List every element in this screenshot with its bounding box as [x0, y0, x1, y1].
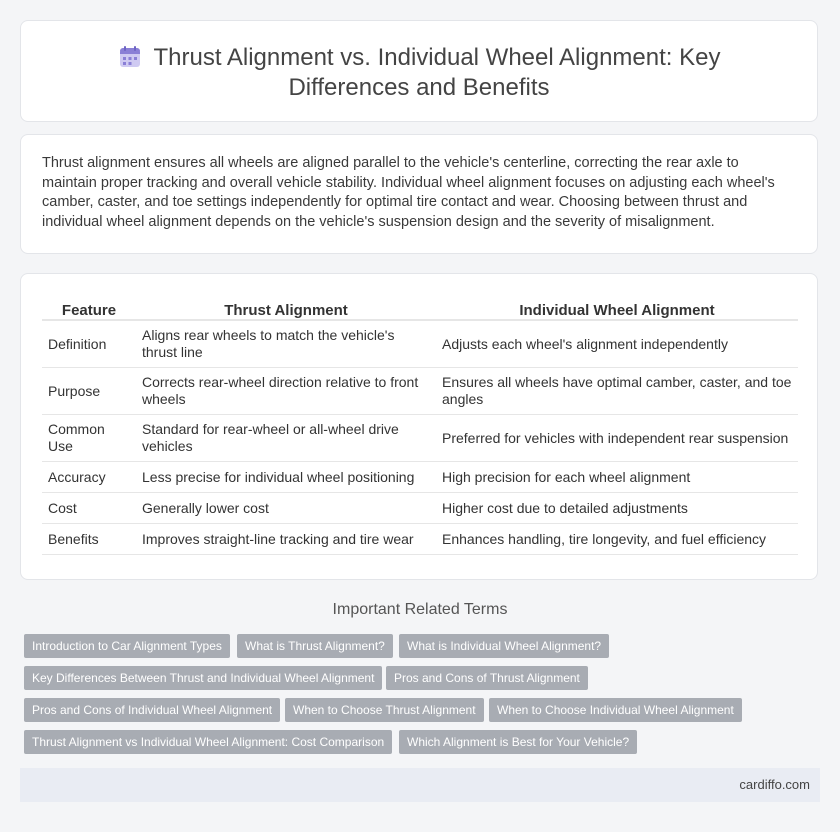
table-cell: Cost	[42, 493, 136, 524]
related-tag-link[interactable]: Pros and Cons of Individual Wheel Alignment	[24, 698, 280, 722]
table-cell: High precision for each wheel alignment	[436, 462, 798, 493]
table-cell: Less precise for individual wheel positioning	[136, 462, 436, 493]
related-tag-link[interactable]: Pros and Cons of Thrust Alignment	[386, 666, 588, 690]
related-tag-link[interactable]: When to Choose Thrust Alignment	[285, 698, 484, 722]
table-header-row	[42, 294, 798, 321]
table-cell: Accuracy	[42, 462, 136, 493]
table-row	[42, 321, 798, 368]
table-row	[42, 368, 798, 415]
intro-card	[20, 134, 818, 254]
table-cell: Common Use	[42, 415, 136, 462]
intro-paragraph: Thrust alignment ensures all wheels are aligned parallel to the vehicle's centerline, correcting the rear axle to maintain proper tracking and overall vehicle stability. Individual wheel alignment focuses on adjusting each wheel's camber, caster, and toe settings independently for optimal tire contact and wear. Choosing between thrust and individual wheel alignment depends on the vehicle's suspension design and the severity of misalignment.	[42, 155, 775, 230]
related-tag-link[interactable]: Key Differences Between Thrust and Individual Wheel Alignment	[24, 666, 382, 690]
related-terms-heading: Important Related Terms	[332, 601, 508, 618]
table-cell: Improves straight-line tracking and tire wear	[136, 524, 436, 555]
table-cell: Standard for rear-wheel or all-wheel drive vehicles	[136, 415, 436, 462]
table-row	[42, 462, 798, 493]
related-tag-link[interactable]: Thrust Alignment vs Individual Wheel Alignment: Cost Comparison	[24, 730, 392, 754]
table-row	[42, 524, 798, 555]
related-tag-link[interactable]: What is Individual Wheel Alignment?	[399, 634, 609, 658]
related-tag-link[interactable]: Introduction to Car Alignment Types	[24, 634, 230, 658]
page-title: Thrust Alignment vs. Individual Wheel Alignment: Key Differences and Benefits	[153, 44, 721, 101]
related-tag-link[interactable]: When to Choose Individual Wheel Alignment	[489, 698, 742, 722]
calendar-icon	[118, 45, 142, 69]
table-cell: Generally lower cost	[136, 493, 436, 524]
related-tag-link[interactable]: What is Thrust Alignment?	[237, 634, 393, 658]
table-cell: Definition	[42, 321, 136, 368]
table-row	[42, 415, 798, 462]
table-cell: Corrects rear-wheel direction relative to front wheels	[136, 368, 436, 415]
table-cell: Ensures all wheels have optimal camber, caster, and toe angles	[436, 368, 798, 415]
table-cell: Adjusts each wheel's alignment independently	[436, 321, 798, 368]
footer-site-link[interactable]: cardiffo.com	[739, 777, 810, 792]
column-header-thrust: Thrust Alignment	[136, 294, 436, 321]
footer-bar	[20, 768, 820, 802]
comparison-table	[42, 294, 798, 555]
table-cell: Purpose	[42, 368, 136, 415]
table-row	[42, 493, 798, 524]
column-header-individual: Individual Wheel Alignment	[436, 294, 798, 321]
related-tag-link[interactable]: Which Alignment is Best for Your Vehicle?	[399, 730, 637, 754]
table-cell: Aligns rear wheels to match the vehicle's thrust line	[136, 321, 436, 368]
header-card	[20, 20, 818, 122]
column-header-feature: Feature	[42, 294, 136, 321]
table-cell: Preferred for vehicles with independent rear suspension	[436, 415, 798, 462]
table-cell: Higher cost due to detailed adjustments	[436, 493, 798, 524]
table-cell: Enhances handling, tire longevity, and fuel efficiency	[436, 524, 798, 555]
comparison-card	[20, 273, 818, 580]
page-title-wrap	[21, 43, 817, 103]
table-cell: Benefits	[42, 524, 136, 555]
